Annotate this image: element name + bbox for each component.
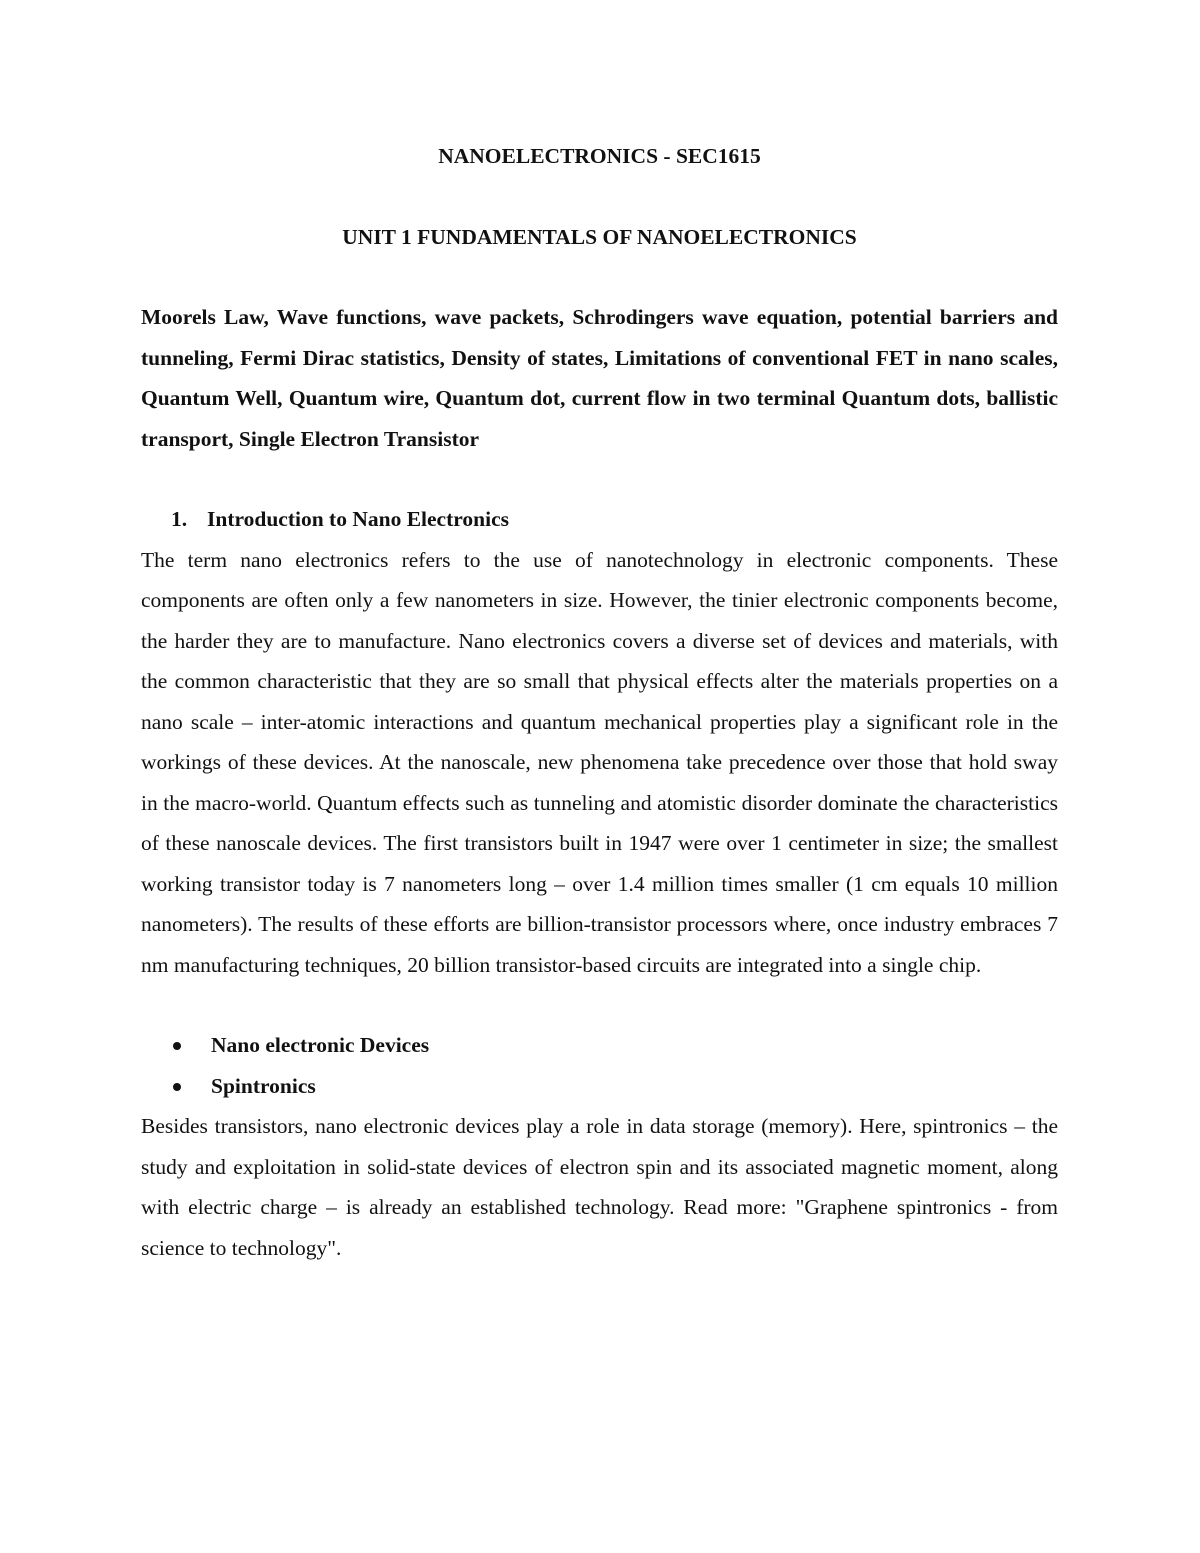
section-1-paragraph: The term nano electronics refers to the use of nanotechnology in electronic components. These components are often only a few nanometers in size. However, the tinier electronic components become, the harder they are to manufacture. Nano electronics covers a diverse set of devices and materials, with the common characteristic that they are so small that physical effects alter the materials properties on a nano scale – inter-atomic interactions and quantum mechanical properties play a significant role in the workings of these devices. At the nanoscale, new phenomena take precedence over those that hold sway in the macro-world. Quantum effects such as tunneling and atomistic disorder dominate the characteristics of these nanoscale devices. The first transistors built in 1947 were over 1 centimeter in size; the smallest working transistor today is 7 nanometers long – over 1.4 million times smaller (1 cm equals 10 million nanometers). The results of these efforts are billion-transistor processors where, once industry embraces 7 nm manufacturing techniques, 20 billion transistor-based circuits are integrated into a single chip. (141, 547, 1058, 977)
bullet-item-nano-devices (141, 1025, 1058, 1066)
document-body (141, 136, 1058, 1268)
unit-title: UNIT 1 FUNDAMENTALS OF NANOELECTRONICS (342, 224, 857, 249)
bullet-text: Nano electronic Devices (211, 1033, 430, 1057)
bullet-item-spintronics (141, 1066, 1058, 1107)
section-1-number: 1. (171, 507, 188, 531)
section-1-heading-text: Introduction to Nano Electronics (207, 507, 510, 531)
bullet-dot-icon (173, 1042, 181, 1050)
syllabus-topics: Moorels Law, Wave functions, wave packets, Schrodingers wave equation, potential barriers and tunneling, Fermi Dirac statistics, Density of states, Limitations of conventional FET in nano scales, Quantum Well, Quantum wire, Quantum dot, current flow in two terminal Quantum dots, ballistic transport, Single Electron Transistor (141, 305, 1058, 451)
document-title: NANOELECTRONICS - SEC1615 (438, 144, 761, 168)
spintronics-paragraph: Besides transistors, nano electronic devices play a role in data storage (memory). Here, spintronics – the study and exploitation in solid-state devices of electron spin and its associated magnetic moment, along with electric charge – is already an established technology. Read more: "Graphene spintronics - from science to technology". (141, 1114, 1058, 1260)
section-1-heading (141, 499, 1058, 540)
topic-bullet-list (141, 1025, 1058, 1106)
bullet-text: Spintronics (211, 1073, 316, 1098)
bullet-dot-icon (173, 1083, 181, 1091)
